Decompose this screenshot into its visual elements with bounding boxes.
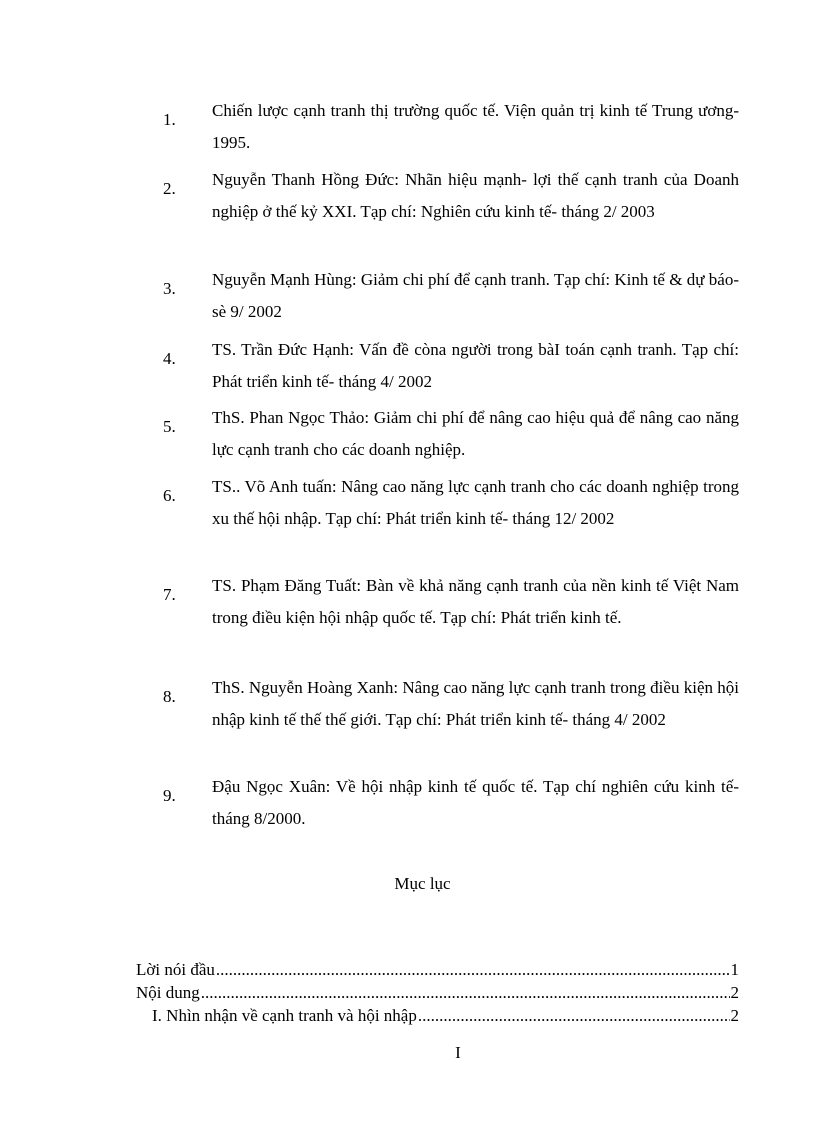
reference-number: 8. [163, 687, 176, 706]
reference-text: ThS. Nguyễn Hoàng Xanh: Nâng cao năng lực cạnh tranh trong điều kiện hội nhập kinh tế thế thế giới. Tạp chí: Phát triển kinh tế- tháng 4/ 2002 [212, 678, 739, 729]
reference-number: 6. [163, 486, 176, 505]
toc-entry[interactable] [136, 1004, 739, 1027]
toc-leader-dots [201, 981, 730, 1004]
reference-number: 4. [163, 349, 176, 368]
toc-entry-label: Lời nói đầu [136, 960, 215, 979]
toc-entry-page: 1 [730, 960, 739, 979]
toc-entry-page: 2 [730, 1006, 739, 1025]
reference-number: 2. [163, 179, 176, 198]
toc-entry[interactable] [136, 958, 739, 981]
reference-text: TS. Phạm Đăng Tuất: Bàn về khả năng cạnh tranh của nền kinh tế Việt Nam trong điều kiện hội nhập quốc tế. Tạp chí: Phát triển kinh tế. [212, 576, 739, 627]
reference-number: 1. [163, 110, 176, 129]
toc-entry-page: 2 [730, 983, 739, 1002]
toc-entry-label: Nội dung [136, 983, 200, 1002]
reference-text: Nguyễn Thanh Hồng Đức: Nhãn hiệu mạnh- lợi thế cạnh tranh của Doanh nghiệp ở thế kỷ XXI. Tạp chí: Nghiên cứu kinh tế- tháng 2/ 2003 [212, 170, 739, 221]
reference-text: TS.. Võ Anh tuấn: Nâng cao năng lực cạnh tranh cho các doanh nghiệp trong xu thế hội nhập. Tạp chí: Phát triển kinh tế- tháng 12/ 2002 [212, 477, 739, 528]
reference-text: Chiến lược cạnh tranh thị trường quốc tế. Viện quản trị kinh tế Trung ương- 1995. [212, 101, 739, 152]
reference-number: 5. [163, 417, 176, 436]
toc-entry[interactable] [136, 981, 739, 1004]
toc-entry-label: I. Nhìn nhận về cạnh tranh và hội nhập [152, 1006, 417, 1025]
reference-number: 7. [163, 585, 176, 604]
page-number: I [455, 1043, 461, 1062]
reference-text: ThS. Phan Ngọc Thảo: Giảm chi phí để nâng cao hiệu quả để nâng cao năng lực cạnh tranh cho các doanh nghiệp. [212, 408, 739, 459]
toc-leader-dots [418, 1004, 730, 1027]
reference-text: Nguyễn Mạnh Hùng: Giảm chi phí để cạnh tranh. Tạp chí: Kinh tế & dự báo- sè 9/ 2002 [212, 270, 739, 321]
reference-number: 3. [163, 279, 176, 298]
reference-text: TS. Trần Đức Hạnh: Vấn đề còna người trong bàI toán cạnh tranh. Tạp chí: Phát triển kinh tế- tháng 4/ 2002 [212, 340, 739, 391]
toc-leader-dots [216, 958, 730, 981]
reference-text: Đậu Ngọc Xuân: Về hội nhập kinh tế quốc tế. Tạp chí nghiên cứu kinh tế- tháng 8/2000. [212, 777, 739, 828]
toc-title: Mục lục [394, 874, 451, 893]
reference-number: 9. [163, 786, 176, 805]
table-of-contents [136, 958, 739, 1027]
